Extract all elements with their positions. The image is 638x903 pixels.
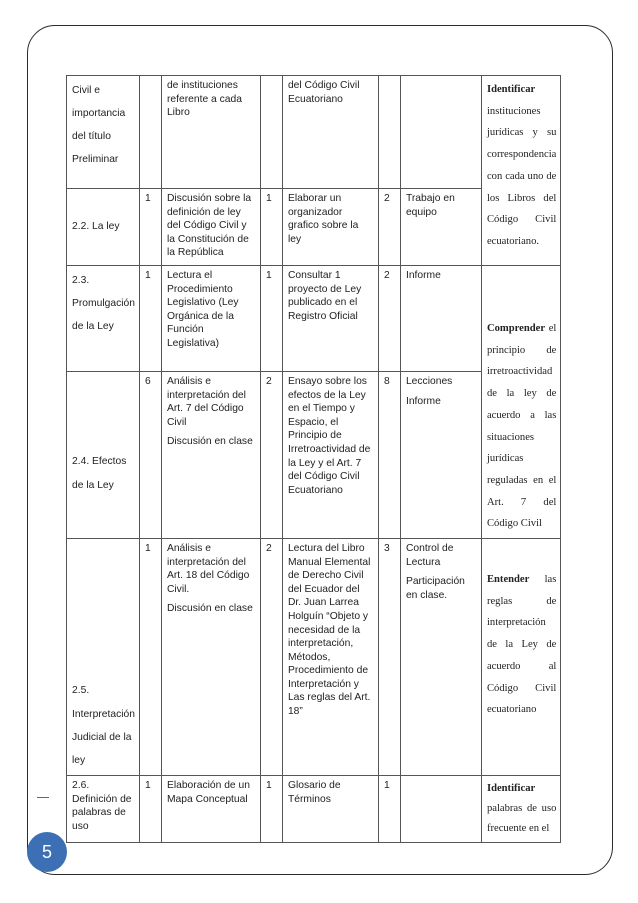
result-cell xyxy=(400,776,481,843)
topic-cell: 2.3. Promulgación de la Ley xyxy=(67,266,140,372)
hours-cell: 2 xyxy=(260,539,282,776)
activity-cell: Elaboración de un Mapa Conceptual xyxy=(161,776,260,843)
syllabus-table xyxy=(66,75,561,843)
task-cell: Elaborar un organizador grafico sobre la ley xyxy=(282,189,378,266)
hours-cell: 1 xyxy=(139,189,161,266)
hours-cell: 1 xyxy=(378,776,400,843)
outcome-cell xyxy=(481,76,560,266)
hours-cell: 8 xyxy=(378,372,400,539)
task-cell: Glosario de Términos xyxy=(282,776,378,843)
activity-text: Discusión en clase xyxy=(166,603,253,615)
result-text: Lecciones xyxy=(405,376,453,388)
hours-cell: 2 xyxy=(260,372,282,539)
result-cell xyxy=(400,539,481,776)
activity-cell xyxy=(161,539,260,776)
hours-cell xyxy=(378,76,400,189)
outcome-verb: Identificar xyxy=(486,84,536,95)
topic-cell: 2.4. Efectos de la Ley xyxy=(67,372,140,539)
result-cell xyxy=(400,372,481,539)
outcome-cell xyxy=(481,776,560,843)
task-cell: Lectura del Libro Manual Elemental de Derecho Civil del Ecuador del Dr. Juan Larrea Holguín “Objeto y necesidad de la interpretación, Métodos, Procedimiento de Interpretación y Las reglas del Art. 18” xyxy=(282,539,378,776)
outcome-verb: Comprender xyxy=(486,323,546,334)
page-number-badge: 5 xyxy=(27,832,67,872)
result-text: Participación en clase. xyxy=(405,576,465,601)
hours-cell: 1 xyxy=(139,266,161,372)
activity-cell: de instituciones referente a cada Libro xyxy=(161,76,260,189)
outcome-verb: Identificar xyxy=(486,783,536,795)
outcome-text: palabras de uso frecuente en el xyxy=(486,803,557,835)
hours-cell: 3 xyxy=(378,539,400,776)
hours-cell: 1 xyxy=(139,776,161,843)
activity-text: Discusión en clase xyxy=(166,436,253,448)
hours-cell: 1 xyxy=(139,539,161,776)
activity-text: Análisis e interpretación del Art. 18 del Código Civil. xyxy=(166,543,250,595)
result-cell: Trabajo en equipo xyxy=(400,189,481,266)
task-cell: del Código Civil Ecuatoriano xyxy=(282,76,378,189)
outcome-verb: Entender xyxy=(486,574,530,586)
topic-cell: Civil e importancia del título Preliminar xyxy=(67,76,140,189)
margin-mark xyxy=(37,797,49,798)
topic-cell: 2.2. La ley xyxy=(67,189,140,266)
hours-cell: 2 xyxy=(378,266,400,372)
hours-cell: 1 xyxy=(260,776,282,843)
hours-cell: 1 xyxy=(260,189,282,266)
outcome-text: instituciones jurídicas y su correspondencia con cada uno de los Libros del Código Civil ecuatoriano. xyxy=(486,105,557,247)
outcome-text: las reglas de interpretación de la Ley de acuerdo al Código Civil ecuatoriano xyxy=(486,574,557,716)
hours-cell xyxy=(260,76,282,189)
task-cell: Consultar 1 proyecto de Ley publicado en el Registro Oficial xyxy=(282,266,378,372)
table-row xyxy=(67,266,561,372)
activity-cell: Discusión sobre la definición de ley del Código Civil y la Constitución de la República xyxy=(161,189,260,266)
hours-cell: 1 xyxy=(260,266,282,372)
table-row xyxy=(67,539,561,776)
table-row xyxy=(67,76,561,189)
topic-cell: 2.6. Definición de palabras de uso xyxy=(67,776,140,843)
result-cell xyxy=(400,76,481,189)
result-cell: Informe xyxy=(400,266,481,372)
activity-cell: Lectura el Procedimiento Legislativo (Ley Orgánica de la Función Legislativa) xyxy=(161,266,260,372)
result-text: Informe xyxy=(405,395,441,407)
hours-cell: 2 xyxy=(378,189,400,266)
outcome-cell xyxy=(481,539,560,776)
hours-cell: 6 xyxy=(139,372,161,539)
activity-text: Análisis e interpretación del Art. 7 del Código Civil xyxy=(166,376,246,428)
outcome-cell xyxy=(481,266,560,539)
activity-cell xyxy=(161,372,260,539)
task-cell: Ensayo sobre los efectos de la Ley en el Tiempo y Espacio, el Principio de Irretroactividad de la Ley y el Art. 7 del Código Civil Ecuatoriano xyxy=(282,372,378,539)
outcome-text: el principio de irretroactividad de la ley de acuerdo a las situaciones jurídicas reguladas en el Art. 7 del Código Civil xyxy=(486,323,557,530)
result-text: Control de Lectura xyxy=(405,543,454,568)
hours-cell xyxy=(139,76,161,189)
table-row xyxy=(67,776,561,843)
topic-cell: 2.5. Interpretación Judicial de la ley xyxy=(67,539,140,776)
